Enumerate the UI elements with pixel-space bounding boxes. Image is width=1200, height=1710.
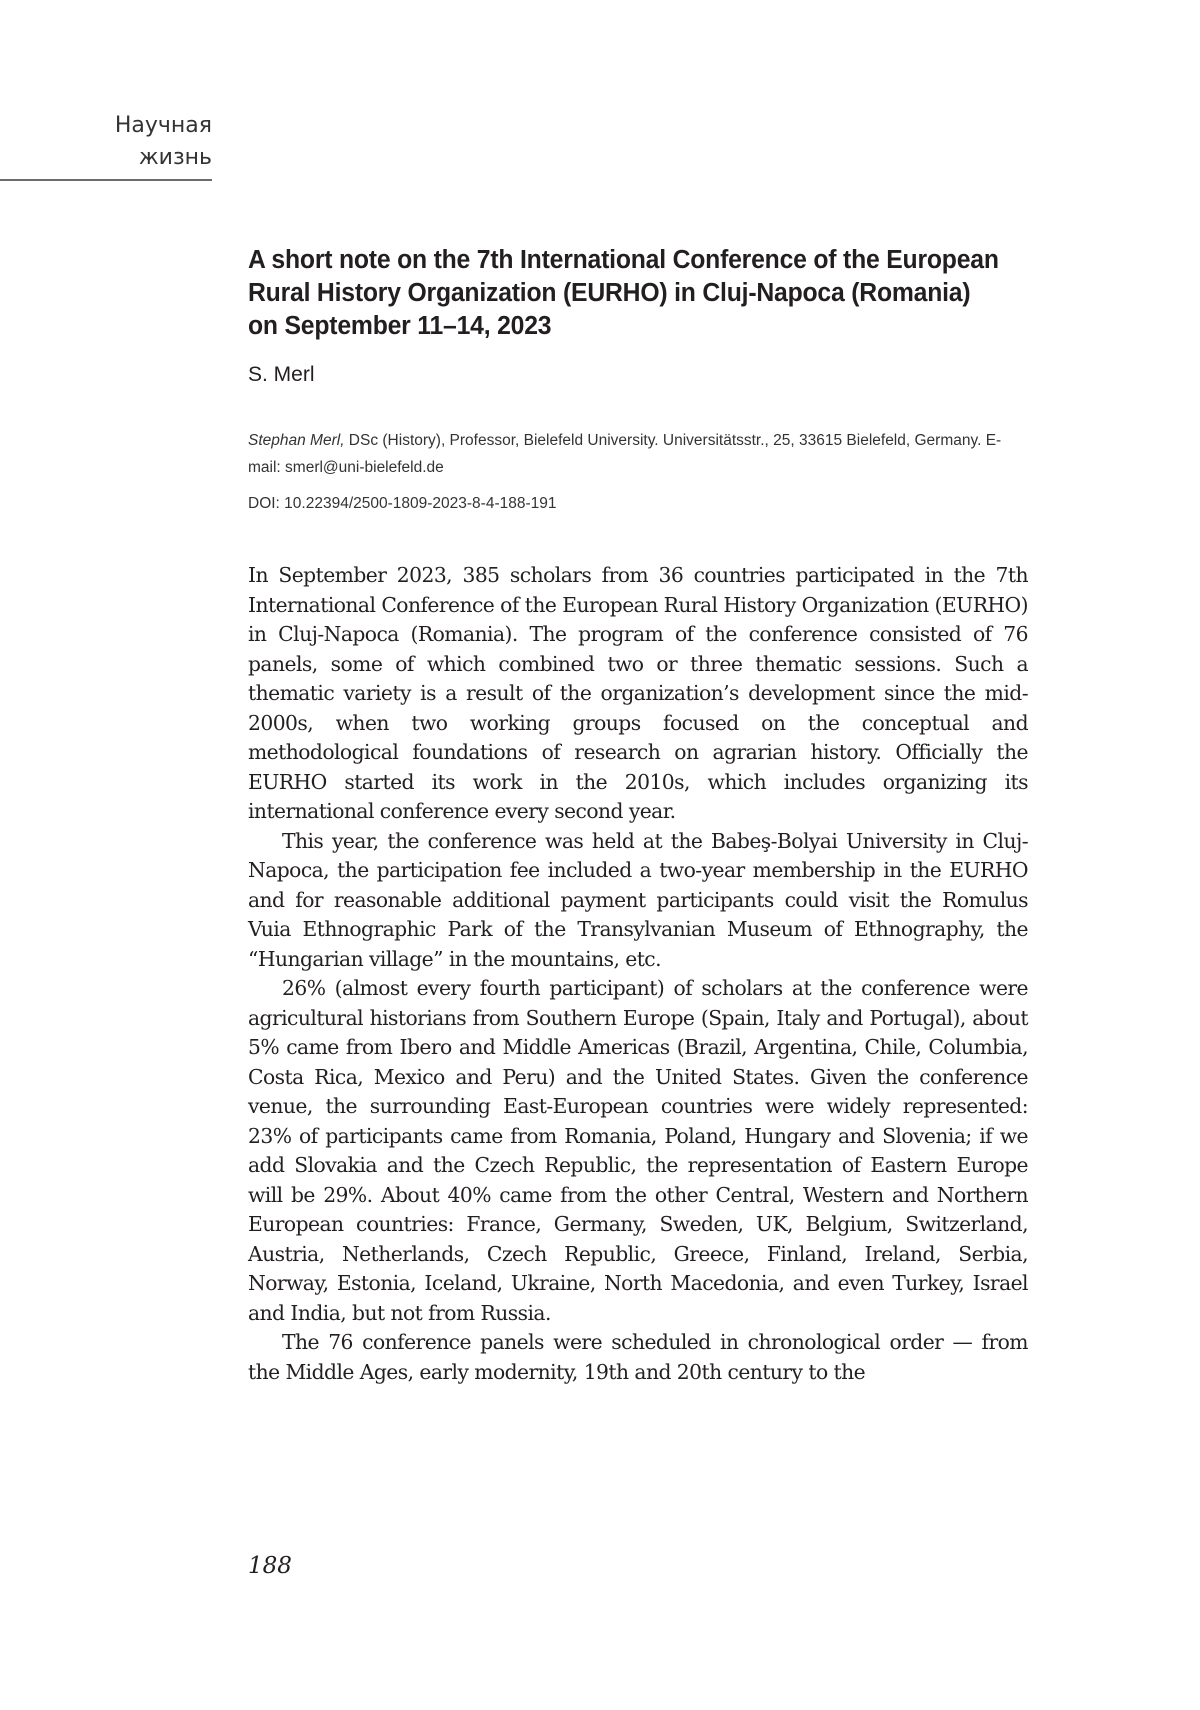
page-number: 188 (248, 1553, 292, 1579)
paragraph: This year, the conference was held at the Babeş-Bolyai University in Cluj-Napoca, the participation fee included a two-year membership in the EURHO and for reasonable additional payment participants could visit the Romulus Vuia Ethnographic Park of the Transylvanian Museum of Ethnography, the “Hungarian village” in the mountains, etc. (248, 828, 1028, 971)
article-title: A short note on the 7th International Conference of the European Rural History Organization (EURHO) in Cluj-Napoca (Romania) on September 11–14, 2023 (248, 246, 999, 340)
doi: DOI: 10.22394/2500-1809-2023-8-4-188-191 (248, 495, 557, 512)
section-tag-line-2: жизнь (138, 145, 212, 170)
article-author: S. Merl (248, 363, 315, 386)
section-divider (0, 179, 212, 181)
affiliation-details: DSc (History), Professor, Bielefeld University. Universitätsstr., 25, 33615 Bielefeld, Germany. E-mail: smerl@uni-bielefeld.de (248, 432, 1002, 476)
paragraph: The 76 conference panels were scheduled in chronological order — from the Middle Ages, early modernity, 19th and 20th century to the (248, 1330, 1028, 1384)
author-affiliation (248, 427, 1028, 481)
article-body (248, 561, 1028, 1387)
section-tag-line-1: Научная (114, 113, 212, 138)
paragraph: 26% (almost every fourth participant) of scholars at the conference were agricultural historians from Southern Europe (Spain, Italy and Portugal), about 5% came from Ibero and Middle Americas (Brazil, Argentina, Chile, Columbia, Costa Rica, Mexico and Peru) and the United States. Given the conference venue, the surrounding East-European countries were widely represented: 23% of participants came from Romania, Poland, Hungary and Slovenia; if we add Slovakia and the Czech Republic, the representation of Eastern Europe will be 29%. About 40% came from the other Central, Western and Northern European countries: France, Germany, Sweden, UK, Belgium, Switzerland, Austria, Netherlands, Czech Republic, Greece, Finland, Ireland, Serbia, Norway, Estonia, Iceland, Ukraine, North Macedonia, and even Turkey, Israel and India, but not from Russia. (248, 976, 1028, 1325)
paragraph: In September 2023, 385 scholars from 36 countries participated in the 7th International Conference of the European Rural History Organization (EURHO) in Cluj-Napoca (Romania). The program of the conference consisted of 76 panels, some of which combined two or three thematic sessions. Such a thematic variety is a result of the organization’s development since the mid-2000s, when two working groups focused on the conceptual and methodological foundations of research on agrarian history. Officially the EURHO started its work in the 2010s, which includes organizing its international conference every second year. (248, 563, 1028, 823)
article (248, 244, 1028, 1387)
section-tag (0, 110, 212, 174)
author-full-name: Stephan Merl, (248, 432, 345, 449)
